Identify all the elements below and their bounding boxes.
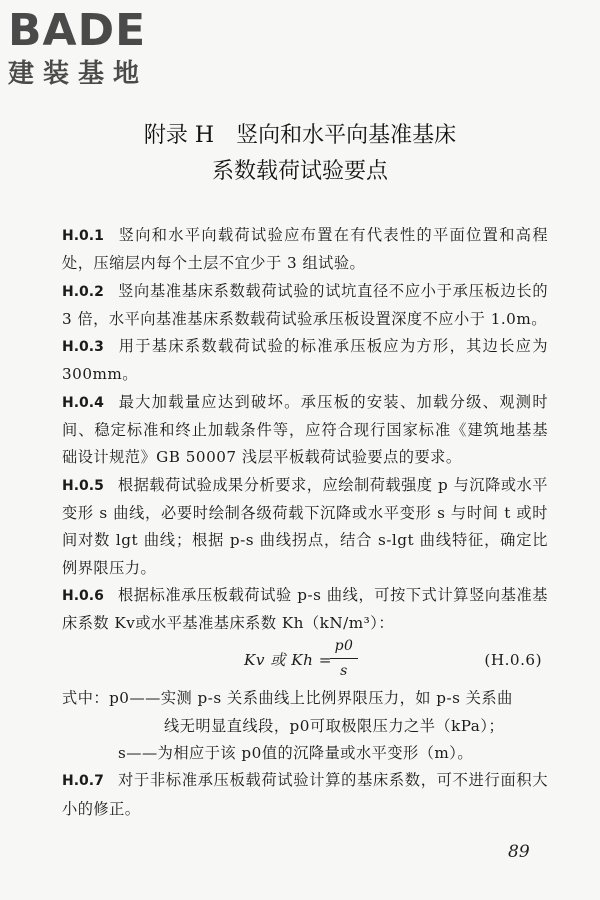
formula-denominator: s (340, 663, 348, 680)
section-h03 (62, 333, 548, 389)
section-text: 根据标准承压板载荷试验 p-s 曲线，可按下式计算竖向基准基床系数 Kv或水平基准基床系数 Kh（kN/m³）： (62, 585, 548, 633)
page-number: 89 (508, 842, 530, 862)
bade-logo (8, 6, 183, 94)
section-number: H.0.2 (62, 283, 104, 300)
section-number: H.0.5 (62, 477, 104, 494)
formula-numerator: p0 (334, 638, 354, 655)
section-h02 (62, 278, 548, 334)
formula-number: (H.0.6) (484, 651, 542, 670)
section-text: 最大加载量应达到破坏。承压板的安装、加载分级、观测时间、稳定标准和终止加载条件等，应符合现行国家标准《建筑地基基础设计规范》GB 50007 浅层平板载荷试验要点的要求。 (62, 392, 548, 467)
section-number: H.0.1 (62, 228, 104, 244)
formula-h06 (62, 637, 548, 685)
section-text: 根据载荷试验成果分析要求，应绘制荷载强度 p 与沉降或水平变形 s 曲线，必要时绘制各级荷载下沉降或水平变形 s 与时间 t 或时间对数 lgt 曲线；根据 p-s 曲线拐点，结合 s-lgt 曲线特征，确定比例界限压力。 (62, 475, 548, 577)
section-text: 对于非标准承压板载荷试验计算的基床系数，可不进行面积大小的修正。 (62, 771, 548, 818)
section-number: H.0.6 (62, 587, 104, 604)
logo-brand: BADE (8, 5, 147, 56)
section-number: H.0.4 (62, 394, 104, 411)
title-line-1: 附录 H 竖向和水平向基准基床 (143, 123, 457, 148)
appendix-body (62, 222, 548, 823)
section-number: H.0.3 (62, 339, 104, 356)
section-h04 (62, 389, 548, 472)
section-h07 (62, 767, 548, 823)
logo-subtitle: 建装基地 (8, 59, 149, 89)
definition-p0: 式中：p0——实测 p-s 关系曲线上比例界限压力，如 p-s 关系曲 (62, 689, 513, 708)
definition-p0-cont: 线无明显直线段，p0可取极限压力之半（kPa）； (164, 716, 505, 735)
section-text: 用于基床系数载荷试验的标准承压板应为方形，其边长应为 300mm。 (62, 337, 548, 384)
appendix-title (0, 118, 600, 190)
section-h05 (62, 472, 548, 582)
title-line-2: 系数载荷试验要点 (211, 159, 388, 184)
section-number: H.0.7 (62, 773, 104, 790)
section-text: 竖向和水平向载荷试验应布置在有代表性的平面位置和高程处，压缩层内每个土层不宜少于 3 组试验。 (62, 226, 548, 273)
formula-definitions (62, 685, 548, 767)
fraction-bar (330, 658, 358, 659)
formula-lhs: Kv 或 Kh = (244, 651, 332, 670)
definition-s: s——为相应于该 p0值的沉降量或水平变形（m）。 (118, 744, 474, 763)
formula-fraction (330, 637, 358, 680)
section-h01 (62, 222, 548, 278)
section-text: 竖向基准基床系数载荷试验的试坑直径不应小于承压板边长的 3 倍，水平向基准基床系数载荷试验承压板设置深度不应小于 1.0m。 (62, 281, 548, 328)
section-h06 (62, 582, 548, 638)
